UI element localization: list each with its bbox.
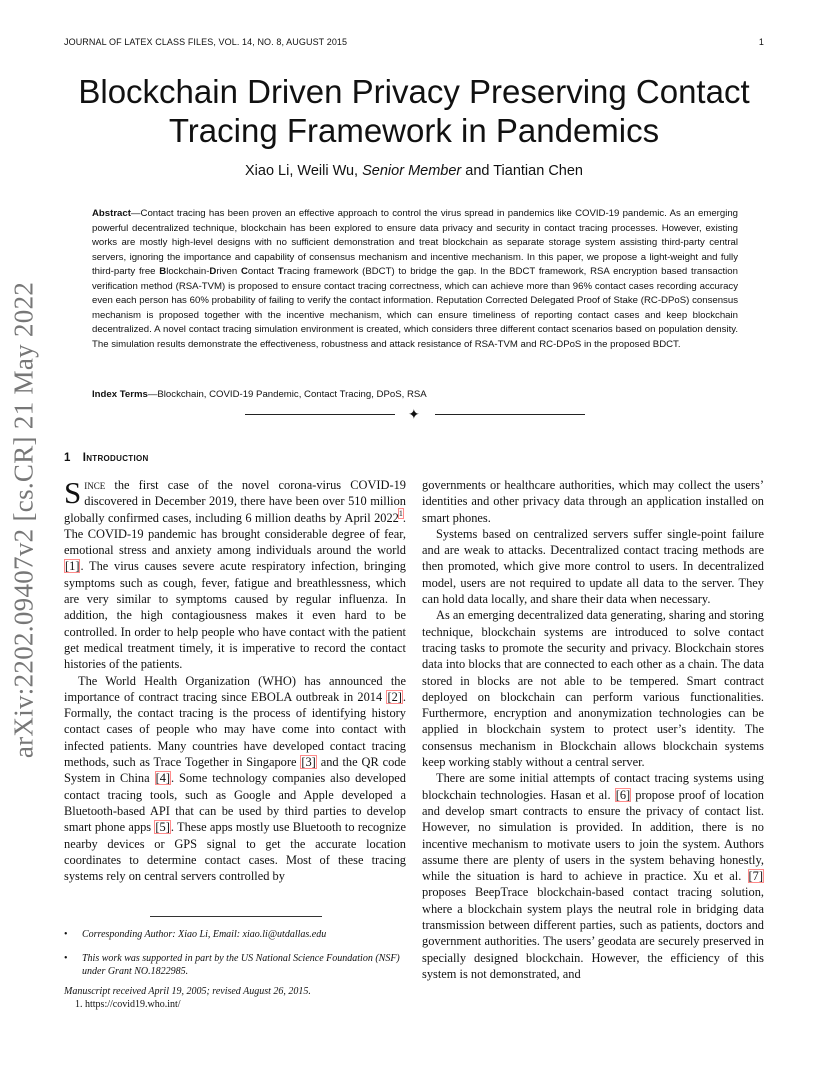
section-title: Introduction — [82, 452, 149, 464]
citation-link[interactable]: [5] — [155, 820, 170, 835]
running-header — [64, 37, 764, 51]
citation-link[interactable]: [2] — [387, 689, 402, 704]
abstract: Abstract—Contact tracing has been proven an effective approach to control the virus spread in pandemics like COVID-19 pandemic. As an emerging powerful decentralized technique, blockchain has been explored to ensure data privacy and security in contact tracing processes. However, existing works are mostly high-level designs with no sufficient demonstration and treat blockchain as separate storage system assisting third-party central servers, ignoring the importance and capability of consensus mechanism and incentive mechanism. In this paper, we propose a light-weight and fully third-party free Blockchain-Driven Contact Tracing framework (BDCT) to bridge the gap. In the BDCT framework, RSA encryption based transaction verification method (RSA-TVM) is proposed to ensure contact tracing correctness, which can achieve more than 96% contact cases recording accuracy even each person has 60% probability of failing to verify the contact information. Reputation Corrected Delegated Proof of Stake (RC-DPoS) consensus mechanism is proposed together with the incentive mechanism, which can ensure timeliness of reporting contact cases and keep blockchain decentralized. A novel contact tracing simulation environment is created, which considers three different contact scenarios based on population density. The simulation results demonstrate the effectiveness, robustness and attack resistance of RSA-TVM and RC-DPoS in the proposed BDCT. — [92, 208, 738, 350]
footnote-link[interactable]: 1 — [398, 509, 403, 519]
separator-line-left — [245, 414, 395, 415]
arxiv-identifier: arXiv:2202.09407v2 [cs.CR] 21 May 2022 — [8, 281, 39, 759]
lead-word: ince — [84, 478, 106, 492]
index-terms — [92, 389, 738, 400]
bullet-icon: • — [64, 953, 68, 964]
citation-link[interactable]: [4] — [155, 771, 171, 786]
citation-link[interactable]: [6] — [615, 787, 631, 802]
paragraph: As an emerging decentralized data generating, sharing and storing technique, blockchain systems are introduced to solve contact tracing tasks to promote the security and privacy. Blockchain stores data into blocks that are connected to each other as a chain. The data stored in blocks are not able to be tempered. Smart contract deployed on blockchain can perform various functionalities. Furthermore, encryption and anonymization technologies can be applied in blockchain system to protect user’s identity. The consensus mechanism in Blockchain allows blockchain systems keep working stably without a central server. — [422, 608, 764, 770]
footnote-funding: • This work was supported in part by the US National Science Foundation (NSF) under Grant NO.1822985. — [64, 953, 400, 977]
paragraph: There are some initial attempts of contact tracing systems using blockchain technologies. Hasan et al. [6] propose proof of location and develop smart contracts to ensure the privacy of contact list. However, no simulation is provided. In addition, there is no incentive mechanism to motivate users to join the system. Authors assume there are plenty of users in the system behaving honestly, while the situation is hard to achieve in practice. Xu et al. [7] proposes BeepTrace blockchain-based contact tracing solution, where a blockchain system plays the neutral role in bridging data transmission between different parties, such as patients, doctors and government authorities. The users’ geodata are securely preserved in specially designed blockchain. However, the efficiency of this system is not demonstrated, and — [422, 771, 764, 981]
citation-link[interactable]: [7] — [748, 869, 763, 884]
manuscript-note: Manuscript received April 19, 2005; revised August 26, 2015. — [64, 986, 311, 997]
section-separator — [245, 405, 585, 425]
drop-cap: S — [64, 475, 82, 510]
separator-line-right — [435, 414, 585, 415]
author-line — [60, 163, 768, 179]
paragraph: The World Health Organization (WHO) has announced the importance of contract tracing since EBOLA outbreak in 2014 [2]. Formally, the contact tracing is the process of identifying history contact cases of people who may have come into contact with infected patients. Many countries have developed contact tracing methods, such as Trace Together in Singapore [3] and the QR code System in China [4]. Some technology companies also developed contact tracing tools, such as Google and Apple developed a Bluetooth-based API that can be used by third parties to develop smart phone apps [5]. These apps mostly use Bluetooth to recognize nearby devices or GPS signal to get the accurate location coordinates to determine contact cases. Most of these tracing systems rely on central servers controlled by — [64, 673, 406, 884]
right-column — [422, 477, 764, 982]
footnote-corresponding-author: • Corresponding Author: Xiao Li, Email: xiao.li@utdallas.edu — [64, 929, 327, 940]
footnote-rule — [150, 916, 322, 917]
paper-title: Blockchain Driven Privacy Preserving Contact Tracing Framework in Pandemics — [78, 73, 750, 149]
paragraph: Systems based on centralized servers suffer single-point failure and are weak to attacks. Decentralized contact tracing methods are then promoted, which give more control to users. In decentralized model, users are not required to update all data to the server. They can hold data locally, and share their data when necessary. — [422, 526, 764, 607]
abstract-label: Abstract — [92, 208, 131, 219]
citation-link[interactable]: [1] — [65, 559, 80, 574]
paragraph: governments or healthcare authorities, which may collect the users’ identities and other privacy data through an application installed on smart phones. — [422, 478, 764, 525]
section-heading — [64, 452, 149, 464]
journal-name: JOURNAL OF LATEX CLASS FILES, VOL. 14, NO. 8, AUGUST 2015 — [64, 37, 348, 47]
index-terms-label: Index Terms — [92, 389, 148, 400]
left-column — [64, 477, 406, 884]
paragraph: Since the first case of the novel corona-virus COVID-19 discovered in December 2019, there have been over 510 million globally confirmed cases, including 6 million deaths by April 2022$^1$. The COVID-19 pandemic has brought considerable degree of fear, emotional stress and anxiety among individuals around the world [1]. The virus causes severe acute respiratory infection, bringing symptoms such as cough, fever, fatigue and breathlessness, which are very similar to symptoms caused by regular influenza. In addition, the high contagiousness makes it even hard to be controlled. In order to help people who have contact with the patient get medical treatment timely, it is imperative to record the contact histories of the patients. — [64, 475, 406, 672]
section-number: 1 — [64, 452, 71, 464]
bullet-icon: • — [64, 929, 68, 940]
arxiv-stamp — [4, 280, 44, 760]
author-names: Xiao Li, Weili Wu, — [245, 163, 363, 179]
index-terms-text: —Blockchain, COVID-19 Pandemic, Contact Tracing, DPoS, RSA — [147, 389, 427, 400]
footnote-url[interactable]: 1. https://covid19.who.int/ — [75, 999, 181, 1010]
author-role: Senior Member — [362, 163, 462, 179]
diamond-icon: ✦ — [408, 406, 420, 422]
citation-link[interactable]: [3] — [301, 755, 316, 770]
author-names-tail: and Tiantian Chen — [461, 163, 583, 179]
page-number: 1 — [758, 37, 764, 47]
